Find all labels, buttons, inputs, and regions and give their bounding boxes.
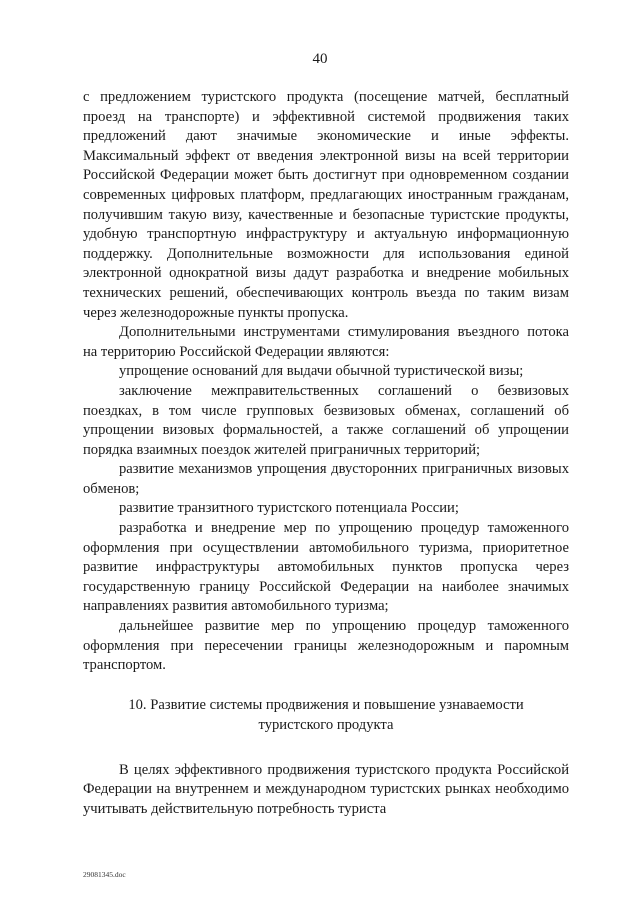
paragraph: с предложением туристского продукта (посещение матчей, бесплатный проезд на транспорте) и эффективной системой продвижения таких предложений дают значимые экономические и иные эффекты. Максимальный эффект от введения электронной визы на всей территории Российской Федерации может быть достигнут при одновременном создании современных цифровых платформ, предлагающих иностранным гражданам, получившим такую визу, качественные и безопасные туристские продукты, удобную транспортную инфраструктуру и актуальную информационную поддержку. Дополнительные возможности для использования единой электронной однократной визы дадут разработка и внедрение мобильных технических решений, обеспечивающих контроль въезда по таким визам через железнодорожные пункты пропуска. — [83, 89, 569, 321]
list-paragraph: разработка и внедрение мер по упрощению процедур таможенного оформления при осуществлении автомобильного туризма, приоритетное развитие инфраструктуры автомобильных пунктов пропуска через государственную границу Российской Федерации на наиболее значимых направлениях развития автомобильного туризма; — [83, 520, 569, 615]
section-heading-line: 10. Развитие системы продвижения и повышение узнаваемости — [128, 696, 524, 713]
paragraph: В целях эффективного продвижения туристского продукта Российской Федерации на внутреннем и международном туристских рынках необходимо учитывать действительную потребность туриста — [83, 761, 569, 817]
list-paragraph: развитие транзитного туристского потенциала России; — [119, 500, 459, 517]
paragraph: Дополнительными инструментами стимулирования въездного потока на территорию Российской Федерации являются: — [83, 324, 569, 360]
list-paragraph: дальнейшее развитие мер по упрощению процедур таможенного оформления при пересечении границы железнодорожным и паромным транспортом. — [83, 618, 569, 674]
list-paragraph: развитие механизмов упрощения двусторонних приграничных визовых обменов; — [83, 461, 569, 497]
document-body — [83, 88, 569, 820]
section-heading — [83, 695, 569, 735]
page-number: 40 — [312, 51, 328, 67]
section-heading-line: туристского продукта — [258, 716, 394, 733]
list-paragraph: заключение межправительственных соглашений о безвизовых поездках, в том числе групповых безвизовых обменах, соглашений об упрощении визовых формальностей, а также соглашений об упрощении порядка взаимных поездок жителей приграничных территорий; — [83, 382, 569, 458]
footer-filename: 29081345.doc — [83, 870, 126, 879]
list-paragraph: упрощение оснований для выдачи обычной туристической визы; — [119, 363, 524, 380]
